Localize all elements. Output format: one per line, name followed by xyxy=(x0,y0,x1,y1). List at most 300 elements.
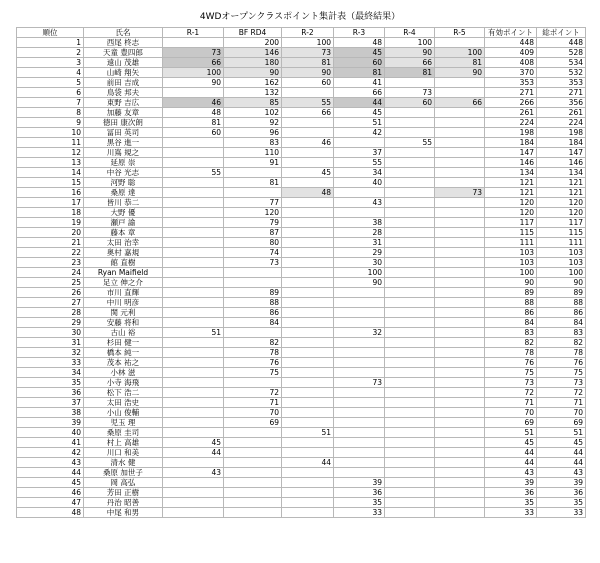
name-cell: 小寺 海飛 xyxy=(84,378,163,388)
valid-points-cell: 82 xyxy=(485,338,537,348)
r3-cell xyxy=(334,438,385,448)
r5-cell xyxy=(435,508,485,518)
total-points-cell: 45 xyxy=(537,438,586,448)
r4-cell xyxy=(385,438,435,448)
r1-cell xyxy=(163,338,224,348)
table-row xyxy=(17,208,586,218)
r1-cell xyxy=(163,88,224,98)
r5-cell xyxy=(435,458,485,468)
r5-cell xyxy=(435,378,485,388)
table-row xyxy=(17,328,586,338)
valid-points-cell: 448 xyxy=(485,38,537,48)
r2-cell xyxy=(282,398,334,408)
bf-rd4-cell: 83 xyxy=(224,138,282,148)
rank-cell: 4 xyxy=(17,68,84,78)
rank-cell: 13 xyxy=(17,158,84,168)
col-name-header: 氏名 xyxy=(84,28,163,38)
r4-cell xyxy=(385,428,435,438)
valid-points-cell: 353 xyxy=(485,78,537,88)
col-r5-header: R-5 xyxy=(435,28,485,38)
r5-cell xyxy=(435,368,485,378)
bf-rd4-cell: 88 xyxy=(224,298,282,308)
r3-cell xyxy=(334,458,385,468)
table-row xyxy=(17,188,586,198)
name-cell: 東野 吉広 xyxy=(84,98,163,108)
total-points-cell: 115 xyxy=(537,228,586,238)
table-row xyxy=(17,478,586,488)
r1-cell xyxy=(163,138,224,148)
r5-cell xyxy=(435,388,485,398)
r5-cell xyxy=(435,348,485,358)
rank-cell: 32 xyxy=(17,348,84,358)
r2-cell xyxy=(282,348,334,358)
r3-cell xyxy=(334,288,385,298)
r2-cell xyxy=(282,318,334,328)
total-points-cell: 100 xyxy=(537,268,586,278)
valid-points-cell: 266 xyxy=(485,98,537,108)
r1-cell xyxy=(163,398,224,408)
name-cell: 加藤 友章 xyxy=(84,108,163,118)
r4-cell xyxy=(385,478,435,488)
rank-cell: 45 xyxy=(17,478,84,488)
r4-cell: 90 xyxy=(385,48,435,58)
r1-cell xyxy=(163,458,224,468)
name-cell: 天童 豊四郎 xyxy=(84,48,163,58)
r5-cell xyxy=(435,358,485,368)
r4-cell xyxy=(385,338,435,348)
rank-cell: 47 xyxy=(17,498,84,508)
table-row xyxy=(17,198,586,208)
total-points-cell: 44 xyxy=(537,458,586,468)
standings-table xyxy=(16,27,586,518)
r5-cell xyxy=(435,448,485,458)
bf-rd4-cell: 85 xyxy=(224,98,282,108)
rank-cell: 29 xyxy=(17,318,84,328)
table-row xyxy=(17,298,586,308)
r3-cell: 36 xyxy=(334,488,385,498)
bf-rd4-cell xyxy=(224,268,282,278)
r4-cell: 73 xyxy=(385,88,435,98)
total-points-cell: 121 xyxy=(537,188,586,198)
table-row xyxy=(17,358,586,368)
valid-points-cell: 33 xyxy=(485,508,537,518)
total-points-cell: 184 xyxy=(537,138,586,148)
valid-points-cell: 35 xyxy=(485,498,537,508)
r4-cell xyxy=(385,308,435,318)
valid-points-cell: 86 xyxy=(485,308,537,318)
total-points-cell: 103 xyxy=(537,248,586,258)
col-bf-rd4-header: BF RD4 xyxy=(224,28,282,38)
table-row xyxy=(17,178,586,188)
total-points-cell: 88 xyxy=(537,298,586,308)
total-points-cell: 72 xyxy=(537,388,586,398)
r3-cell xyxy=(334,348,385,358)
valid-points-cell: 146 xyxy=(485,158,537,168)
table-row xyxy=(17,348,586,358)
r4-cell xyxy=(385,78,435,88)
valid-points-cell: 408 xyxy=(485,58,537,68)
name-cell: 安藤 将和 xyxy=(84,318,163,328)
r3-cell: 40 xyxy=(334,178,385,188)
r2-cell xyxy=(282,88,334,98)
r5-cell: 90 xyxy=(435,68,485,78)
r1-cell: 73 xyxy=(163,48,224,58)
r5-cell xyxy=(435,468,485,478)
valid-points-cell: 88 xyxy=(485,298,537,308)
rank-cell: 25 xyxy=(17,278,84,288)
rank-cell: 12 xyxy=(17,148,84,158)
r3-cell: 66 xyxy=(334,88,385,98)
total-points-cell: 261 xyxy=(537,108,586,118)
valid-points-cell: 147 xyxy=(485,148,537,158)
valid-points-cell: 44 xyxy=(485,448,537,458)
r4-cell xyxy=(385,348,435,358)
r5-cell xyxy=(435,198,485,208)
r1-cell: 45 xyxy=(163,438,224,448)
bf-rd4-cell xyxy=(224,428,282,438)
col-r1-header: R-1 xyxy=(163,28,224,38)
r3-cell xyxy=(334,428,385,438)
table-row xyxy=(17,98,586,108)
r1-cell: 51 xyxy=(163,328,224,338)
bf-rd4-cell: 162 xyxy=(224,78,282,88)
r2-cell: 66 xyxy=(282,108,334,118)
r3-cell: 90 xyxy=(334,278,385,288)
r4-cell xyxy=(385,328,435,338)
r2-cell xyxy=(282,418,334,428)
table-row xyxy=(17,138,586,148)
name-cell: 杉田 健一 xyxy=(84,338,163,348)
r5-cell xyxy=(435,238,485,248)
table-row xyxy=(17,88,586,98)
name-cell: 中川 明彦 xyxy=(84,298,163,308)
name-cell: 館 直樹 xyxy=(84,258,163,268)
r5-cell xyxy=(435,118,485,128)
name-cell: 児玉 理 xyxy=(84,418,163,428)
total-points-cell: 36 xyxy=(537,488,586,498)
r3-cell: 38 xyxy=(334,218,385,228)
table-row xyxy=(17,338,586,348)
r5-cell xyxy=(435,38,485,48)
r1-cell xyxy=(163,478,224,488)
rank-cell: 36 xyxy=(17,388,84,398)
r1-cell xyxy=(163,428,224,438)
valid-points-cell: 271 xyxy=(485,88,537,98)
rank-cell: 34 xyxy=(17,368,84,378)
r4-cell xyxy=(385,258,435,268)
r1-cell xyxy=(163,298,224,308)
valid-points-cell: 89 xyxy=(485,288,537,298)
r5-cell xyxy=(435,88,485,98)
table-row xyxy=(17,368,586,378)
rank-cell: 7 xyxy=(17,98,84,108)
r5-cell xyxy=(435,288,485,298)
r3-cell: 48 xyxy=(334,38,385,48)
name-cell: 関 元利 xyxy=(84,308,163,318)
r4-cell: 60 xyxy=(385,98,435,108)
valid-points-cell: 75 xyxy=(485,368,537,378)
r1-cell xyxy=(163,268,224,278)
r4-cell xyxy=(385,148,435,158)
r3-cell xyxy=(334,298,385,308)
r3-cell: 32 xyxy=(334,328,385,338)
name-cell: 小山 俊輔 xyxy=(84,408,163,418)
r4-cell xyxy=(385,318,435,328)
name-cell: 河野 聡 xyxy=(84,178,163,188)
name-cell: 清水 健 xyxy=(84,458,163,468)
r1-cell xyxy=(163,388,224,398)
total-points-cell: 448 xyxy=(537,38,586,48)
table-row xyxy=(17,418,586,428)
r1-cell xyxy=(163,358,224,368)
r3-cell: 33 xyxy=(334,508,385,518)
rank-cell: 9 xyxy=(17,118,84,128)
total-points-cell: 84 xyxy=(537,318,586,328)
rank-cell: 22 xyxy=(17,248,84,258)
total-points-cell: 86 xyxy=(537,308,586,318)
name-cell: 岡 高弘 xyxy=(84,478,163,488)
name-cell: 山崎 翔矢 xyxy=(84,68,163,78)
r1-cell xyxy=(163,498,224,508)
bf-rd4-cell: 80 xyxy=(224,238,282,248)
r4-cell: 55 xyxy=(385,138,435,148)
r1-cell xyxy=(163,288,224,298)
rank-cell: 10 xyxy=(17,128,84,138)
r2-cell xyxy=(282,368,334,378)
rank-cell: 14 xyxy=(17,168,84,178)
r3-cell: 41 xyxy=(334,78,385,88)
r3-cell: 51 xyxy=(334,118,385,128)
name-cell: 桑原 加世子 xyxy=(84,468,163,478)
valid-points-cell: 70 xyxy=(485,408,537,418)
r4-cell xyxy=(385,378,435,388)
name-cell: 黒谷 進一 xyxy=(84,138,163,148)
bf-rd4-cell xyxy=(224,278,282,288)
valid-points-cell: 83 xyxy=(485,328,537,338)
r2-cell xyxy=(282,118,334,128)
name-cell: 大野 優 xyxy=(84,208,163,218)
r2-cell: 51 xyxy=(282,428,334,438)
valid-points-cell: 120 xyxy=(485,208,537,218)
r5-cell xyxy=(435,178,485,188)
r2-cell: 81 xyxy=(282,58,334,68)
valid-points-cell: 103 xyxy=(485,258,537,268)
valid-points-cell: 198 xyxy=(485,128,537,138)
rank-cell: 23 xyxy=(17,258,84,268)
name-cell: 藤本 章 xyxy=(84,228,163,238)
rank-cell: 37 xyxy=(17,398,84,408)
r4-cell xyxy=(385,128,435,138)
r5-cell xyxy=(435,228,485,238)
r5-cell xyxy=(435,308,485,318)
total-points-cell: 75 xyxy=(537,368,586,378)
r5-cell xyxy=(435,218,485,228)
r4-cell: 66 xyxy=(385,58,435,68)
name-cell: 村上 高雄 xyxy=(84,438,163,448)
name-cell: 太田 治幸 xyxy=(84,238,163,248)
r4-cell xyxy=(385,288,435,298)
r3-cell: 39 xyxy=(334,478,385,488)
table-row xyxy=(17,258,586,268)
r1-cell xyxy=(163,488,224,498)
name-cell: Ryan Maifield xyxy=(84,268,163,278)
table-row xyxy=(17,248,586,258)
bf-rd4-cell: 81 xyxy=(224,178,282,188)
name-cell: 桑原 圭司 xyxy=(84,428,163,438)
r5-cell: 100 xyxy=(435,48,485,58)
bf-rd4-cell: 200 xyxy=(224,38,282,48)
table-row xyxy=(17,238,586,248)
rank-cell: 43 xyxy=(17,458,84,468)
r2-cell xyxy=(282,268,334,278)
r2-cell: 90 xyxy=(282,68,334,78)
rank-cell: 24 xyxy=(17,268,84,278)
valid-points-cell: 103 xyxy=(485,248,537,258)
r2-cell xyxy=(282,178,334,188)
r5-cell xyxy=(435,488,485,498)
table-row xyxy=(17,268,586,278)
valid-points-cell: 100 xyxy=(485,268,537,278)
valid-points-cell: 115 xyxy=(485,228,537,238)
r3-cell: 31 xyxy=(334,238,385,248)
r1-cell: 90 xyxy=(163,78,224,88)
bf-rd4-cell: 75 xyxy=(224,368,282,378)
rank-cell: 31 xyxy=(17,338,84,348)
r3-cell xyxy=(334,358,385,368)
total-points-cell: 51 xyxy=(537,428,586,438)
rank-cell: 6 xyxy=(17,88,84,98)
total-points-cell: 78 xyxy=(537,348,586,358)
valid-points-cell: 84 xyxy=(485,318,537,328)
r5-cell xyxy=(435,138,485,148)
r3-cell: 42 xyxy=(334,128,385,138)
r1-cell xyxy=(163,278,224,288)
table-row xyxy=(17,318,586,328)
r1-cell xyxy=(163,248,224,258)
bf-rd4-cell xyxy=(224,188,282,198)
r4-cell xyxy=(385,458,435,468)
rank-cell: 33 xyxy=(17,358,84,368)
r3-cell xyxy=(334,468,385,478)
r2-cell xyxy=(282,338,334,348)
valid-points-cell: 224 xyxy=(485,118,537,128)
r2-cell: 100 xyxy=(282,38,334,48)
r4-cell xyxy=(385,158,435,168)
name-cell: 川嶌 規之 xyxy=(84,148,163,158)
bf-rd4-cell: 91 xyxy=(224,158,282,168)
name-cell: 西尾 柊志 xyxy=(84,38,163,48)
bf-rd4-cell: 110 xyxy=(224,148,282,158)
r2-cell xyxy=(282,468,334,478)
r1-cell xyxy=(163,178,224,188)
table-row xyxy=(17,468,586,478)
r1-cell: 43 xyxy=(163,468,224,478)
table-row xyxy=(17,388,586,398)
valid-points-cell: 90 xyxy=(485,278,537,288)
r1-cell xyxy=(163,158,224,168)
r1-cell: 46 xyxy=(163,98,224,108)
total-points-cell: 35 xyxy=(537,498,586,508)
r5-cell xyxy=(435,408,485,418)
r1-cell xyxy=(163,508,224,518)
r2-cell xyxy=(282,218,334,228)
valid-points-cell: 111 xyxy=(485,238,537,248)
r2-cell xyxy=(282,328,334,338)
r3-cell: 73 xyxy=(334,378,385,388)
bf-rd4-cell: 82 xyxy=(224,338,282,348)
r2-cell xyxy=(282,228,334,238)
r3-cell: 34 xyxy=(334,168,385,178)
total-points-cell: 356 xyxy=(537,98,586,108)
r3-cell xyxy=(334,388,385,398)
rank-cell: 38 xyxy=(17,408,84,418)
r3-cell: 28 xyxy=(334,228,385,238)
r1-cell xyxy=(163,308,224,318)
r2-cell: 44 xyxy=(282,458,334,468)
valid-points-cell: 72 xyxy=(485,388,537,398)
bf-rd4-cell: 77 xyxy=(224,198,282,208)
bf-rd4-cell: 72 xyxy=(224,388,282,398)
table-row xyxy=(17,158,586,168)
valid-points-cell: 121 xyxy=(485,188,537,198)
r1-cell xyxy=(163,148,224,158)
rank-cell: 16 xyxy=(17,188,84,198)
valid-points-cell: 117 xyxy=(485,218,537,228)
r5-cell xyxy=(435,168,485,178)
name-cell: 中谷 光志 xyxy=(84,168,163,178)
r2-cell xyxy=(282,298,334,308)
rank-cell: 5 xyxy=(17,78,84,88)
r3-cell xyxy=(334,408,385,418)
bf-rd4-cell xyxy=(224,488,282,498)
r2-cell xyxy=(282,278,334,288)
total-points-cell: 82 xyxy=(537,338,586,348)
valid-points-cell: 120 xyxy=(485,198,537,208)
table-row xyxy=(17,118,586,128)
total-points-cell: 146 xyxy=(537,158,586,168)
bf-rd4-cell xyxy=(224,468,282,478)
r5-cell xyxy=(435,278,485,288)
col-r4-header: R-4 xyxy=(385,28,435,38)
r4-cell xyxy=(385,108,435,118)
bf-rd4-cell: 71 xyxy=(224,398,282,408)
r4-cell xyxy=(385,168,435,178)
r2-cell xyxy=(282,388,334,398)
r4-cell xyxy=(385,388,435,398)
table-row xyxy=(17,78,586,88)
bf-rd4-cell xyxy=(224,508,282,518)
r5-cell xyxy=(435,318,485,328)
bf-rd4-cell xyxy=(224,478,282,488)
table-row xyxy=(17,288,586,298)
r2-cell xyxy=(282,378,334,388)
r2-cell xyxy=(282,408,334,418)
total-points-cell: 120 xyxy=(537,208,586,218)
header-row xyxy=(17,28,586,38)
r3-cell: 55 xyxy=(334,158,385,168)
valid-points-cell: 44 xyxy=(485,458,537,468)
r4-cell xyxy=(385,488,435,498)
bf-rd4-cell: 89 xyxy=(224,288,282,298)
name-cell: 太田 浩史 xyxy=(84,398,163,408)
r3-cell xyxy=(334,318,385,328)
total-points-cell: 147 xyxy=(537,148,586,158)
bf-rd4-cell xyxy=(224,448,282,458)
col-total-points-header: 総ポイント xyxy=(537,28,586,38)
r4-cell xyxy=(385,358,435,368)
r1-cell xyxy=(163,408,224,418)
r5-cell: 73 xyxy=(435,188,485,198)
